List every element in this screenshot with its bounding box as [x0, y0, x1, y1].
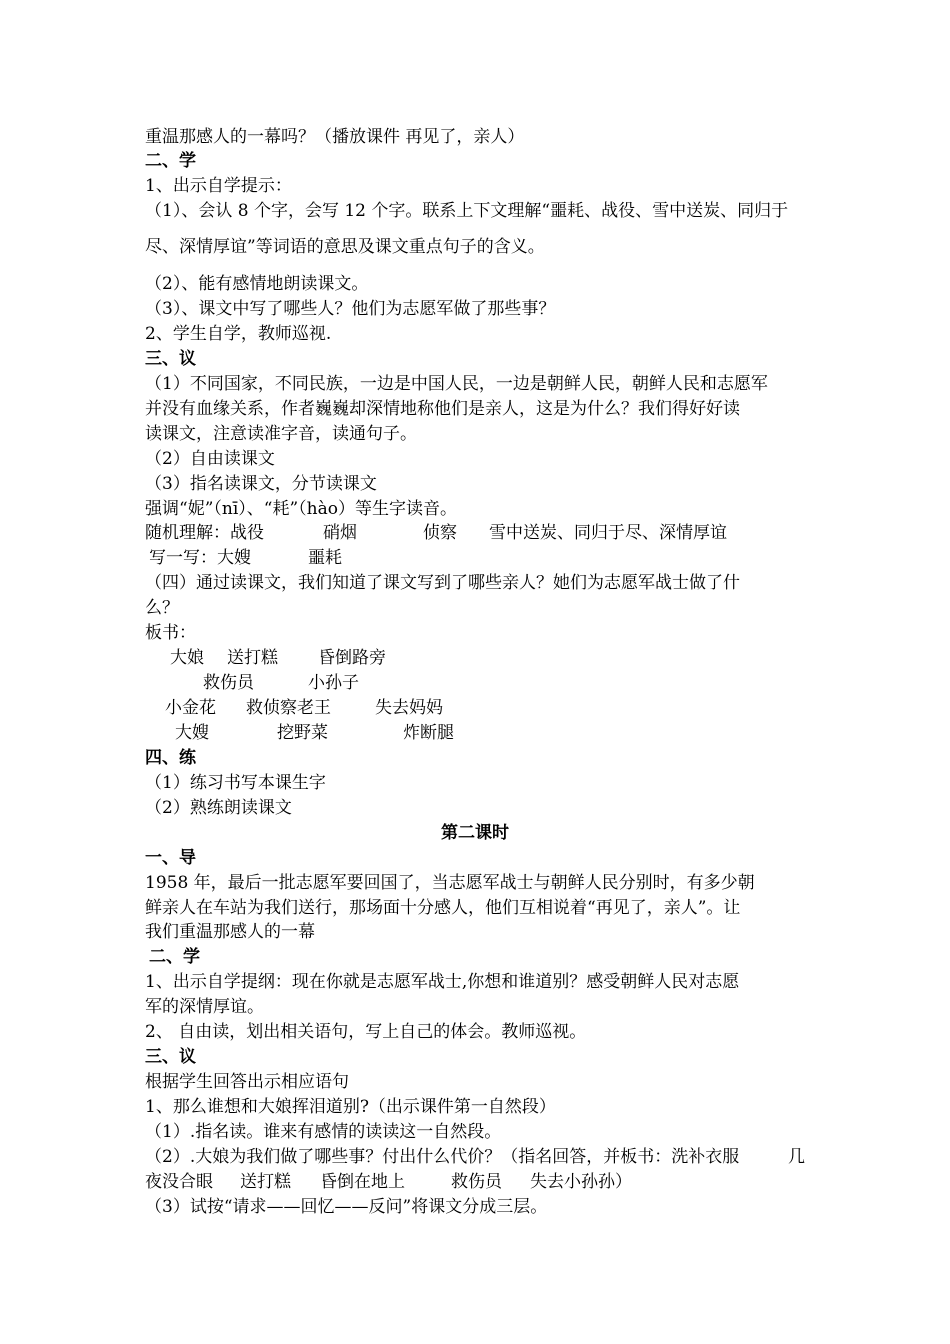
text-line: （2）熟练朗读课文 — [145, 798, 292, 818]
section-heading: 一、导 — [145, 848, 196, 868]
text-line: 读课文，注意读准字音，读通句子。 — [145, 424, 417, 444]
text-line: 2、 自由读，划出相关语句，写上自己的体会。教师巡视。 — [145, 1022, 587, 1042]
text-segment: 硝烟 — [323, 523, 357, 543]
text-segment: 失去小孙孙） — [530, 1172, 632, 1192]
board-item: 救侦察老王 — [246, 698, 331, 718]
text-line: 重温那感人的一幕吗？（播放课件 再见了，亲人） — [145, 127, 525, 147]
text-line — [145, 521, 727, 545]
board-item: 送打糕 — [227, 648, 278, 668]
text-segment: 几 — [788, 1147, 805, 1167]
lesson-title: 第二课时 — [441, 823, 509, 843]
text-line: 根据学生回答出示相应语句 — [145, 1072, 349, 1092]
text-segment: 写一写：大嫂 — [149, 548, 251, 568]
text-segment: （2）.大娘为我们做了哪些事？付出什么代价？（指名回答，并板书：洗补衣服 — [145, 1147, 740, 1167]
section-heading: 三、议 — [145, 1047, 196, 1067]
text-line: （3）指名读课文，分节读课文 — [145, 474, 377, 494]
text-segment: 噩耗 — [308, 548, 342, 568]
text-line: （2）自由读课文 — [145, 449, 275, 469]
section-heading: 四、练 — [145, 748, 196, 768]
text-line: （1）、会认 8 个字，会写 12 个字。联系上下文理解“噩耗、战役、雪中送炭、同归于 — [145, 201, 789, 221]
section-heading: 二、学 — [145, 151, 196, 171]
text-line: 鲜亲人在车站为我们送行，那场面十分感人，他们互相说着“再见了，亲人”。让 — [145, 898, 741, 918]
text-segment: 救伤员 — [451, 1172, 502, 1192]
text-line: 强调“妮”（nī）、“耗”（hào）等生字读音。 — [145, 499, 457, 519]
text-segment: 送打糕 — [240, 1172, 291, 1192]
text-line: 板书： — [145, 623, 196, 643]
text-line: 军的深情厚谊。 — [145, 997, 264, 1017]
board-item: 救伤员 — [203, 673, 254, 693]
text-line: （2）、能有感情地朗读课文。 — [145, 274, 369, 294]
text-line: 1958 年，最后一批志愿军要回国了，当志愿军战士与朝鲜人民分别时，有多少朝 — [145, 873, 755, 893]
board-item: 昏倒路旁 — [318, 648, 386, 668]
text-line: 么？ — [145, 598, 179, 618]
text-line: （3）、课文中写了哪些人？他们为志愿军做了那些事？ — [145, 299, 556, 319]
board-item: 挖野菜 — [277, 723, 328, 743]
text-line: （1）练习书写本课生字 — [145, 773, 326, 793]
text-line: （1）.指名读。谁来有感情的读读这一自然段。 — [145, 1122, 502, 1142]
text-line: （四）通过读课文，我们知道了课文写到了哪些亲人？她们为志愿军战士做了什 — [145, 573, 740, 593]
text-line: 2、学生自学，教师巡视. — [145, 324, 332, 344]
text-line: （1）不同国家，不同民族，一边是中国人民，一边是朝鲜人民，朝鲜人民和志愿军 — [145, 374, 768, 394]
text-segment: 随机理解：战役 — [145, 523, 264, 543]
section-heading: 二、学 — [149, 947, 200, 967]
text-line: 1、那么谁想和大娘挥泪道别?（出示课件第一自然段） — [145, 1097, 556, 1117]
text-line: 1、出示自学提纲：现在你就是志愿军战士,你想和谁道别？感受朝鲜人民对志愿 — [145, 972, 740, 992]
text-line — [145, 1170, 632, 1194]
board-item: 小金花 — [165, 698, 216, 718]
text-line: 我们重温那感人的一幕 — [145, 922, 315, 942]
board-item: 大娘 — [170, 648, 204, 668]
text-segment: 昏倒在地上 — [320, 1172, 405, 1192]
text-segment: 夜没合眼 — [145, 1172, 213, 1192]
board-item: 炸断腿 — [403, 723, 454, 743]
board-item: 小孙子 — [308, 673, 359, 693]
text-segment: 雪中送炭、同归于尽、深情厚谊 — [489, 523, 727, 543]
section-heading: 三、议 — [145, 349, 196, 369]
board-item: 失去妈妈 — [375, 698, 443, 718]
text-line: （3）试按“请求——回忆——反问”将课文分成三层。 — [145, 1197, 548, 1217]
board-item: 大嫂 — [175, 723, 209, 743]
text-line: 尽、深情厚谊”等词语的意思及课文重点句子的含义。 — [145, 237, 545, 257]
text-line — [145, 1145, 805, 1169]
text-segment: 侦察 — [423, 523, 457, 543]
text-line: 并没有血缘关系，作者巍巍却深情地称他们是亲人，这是为什么？我们得好好读 — [145, 399, 740, 419]
text-line: 1、出示自学提示： — [145, 176, 292, 196]
